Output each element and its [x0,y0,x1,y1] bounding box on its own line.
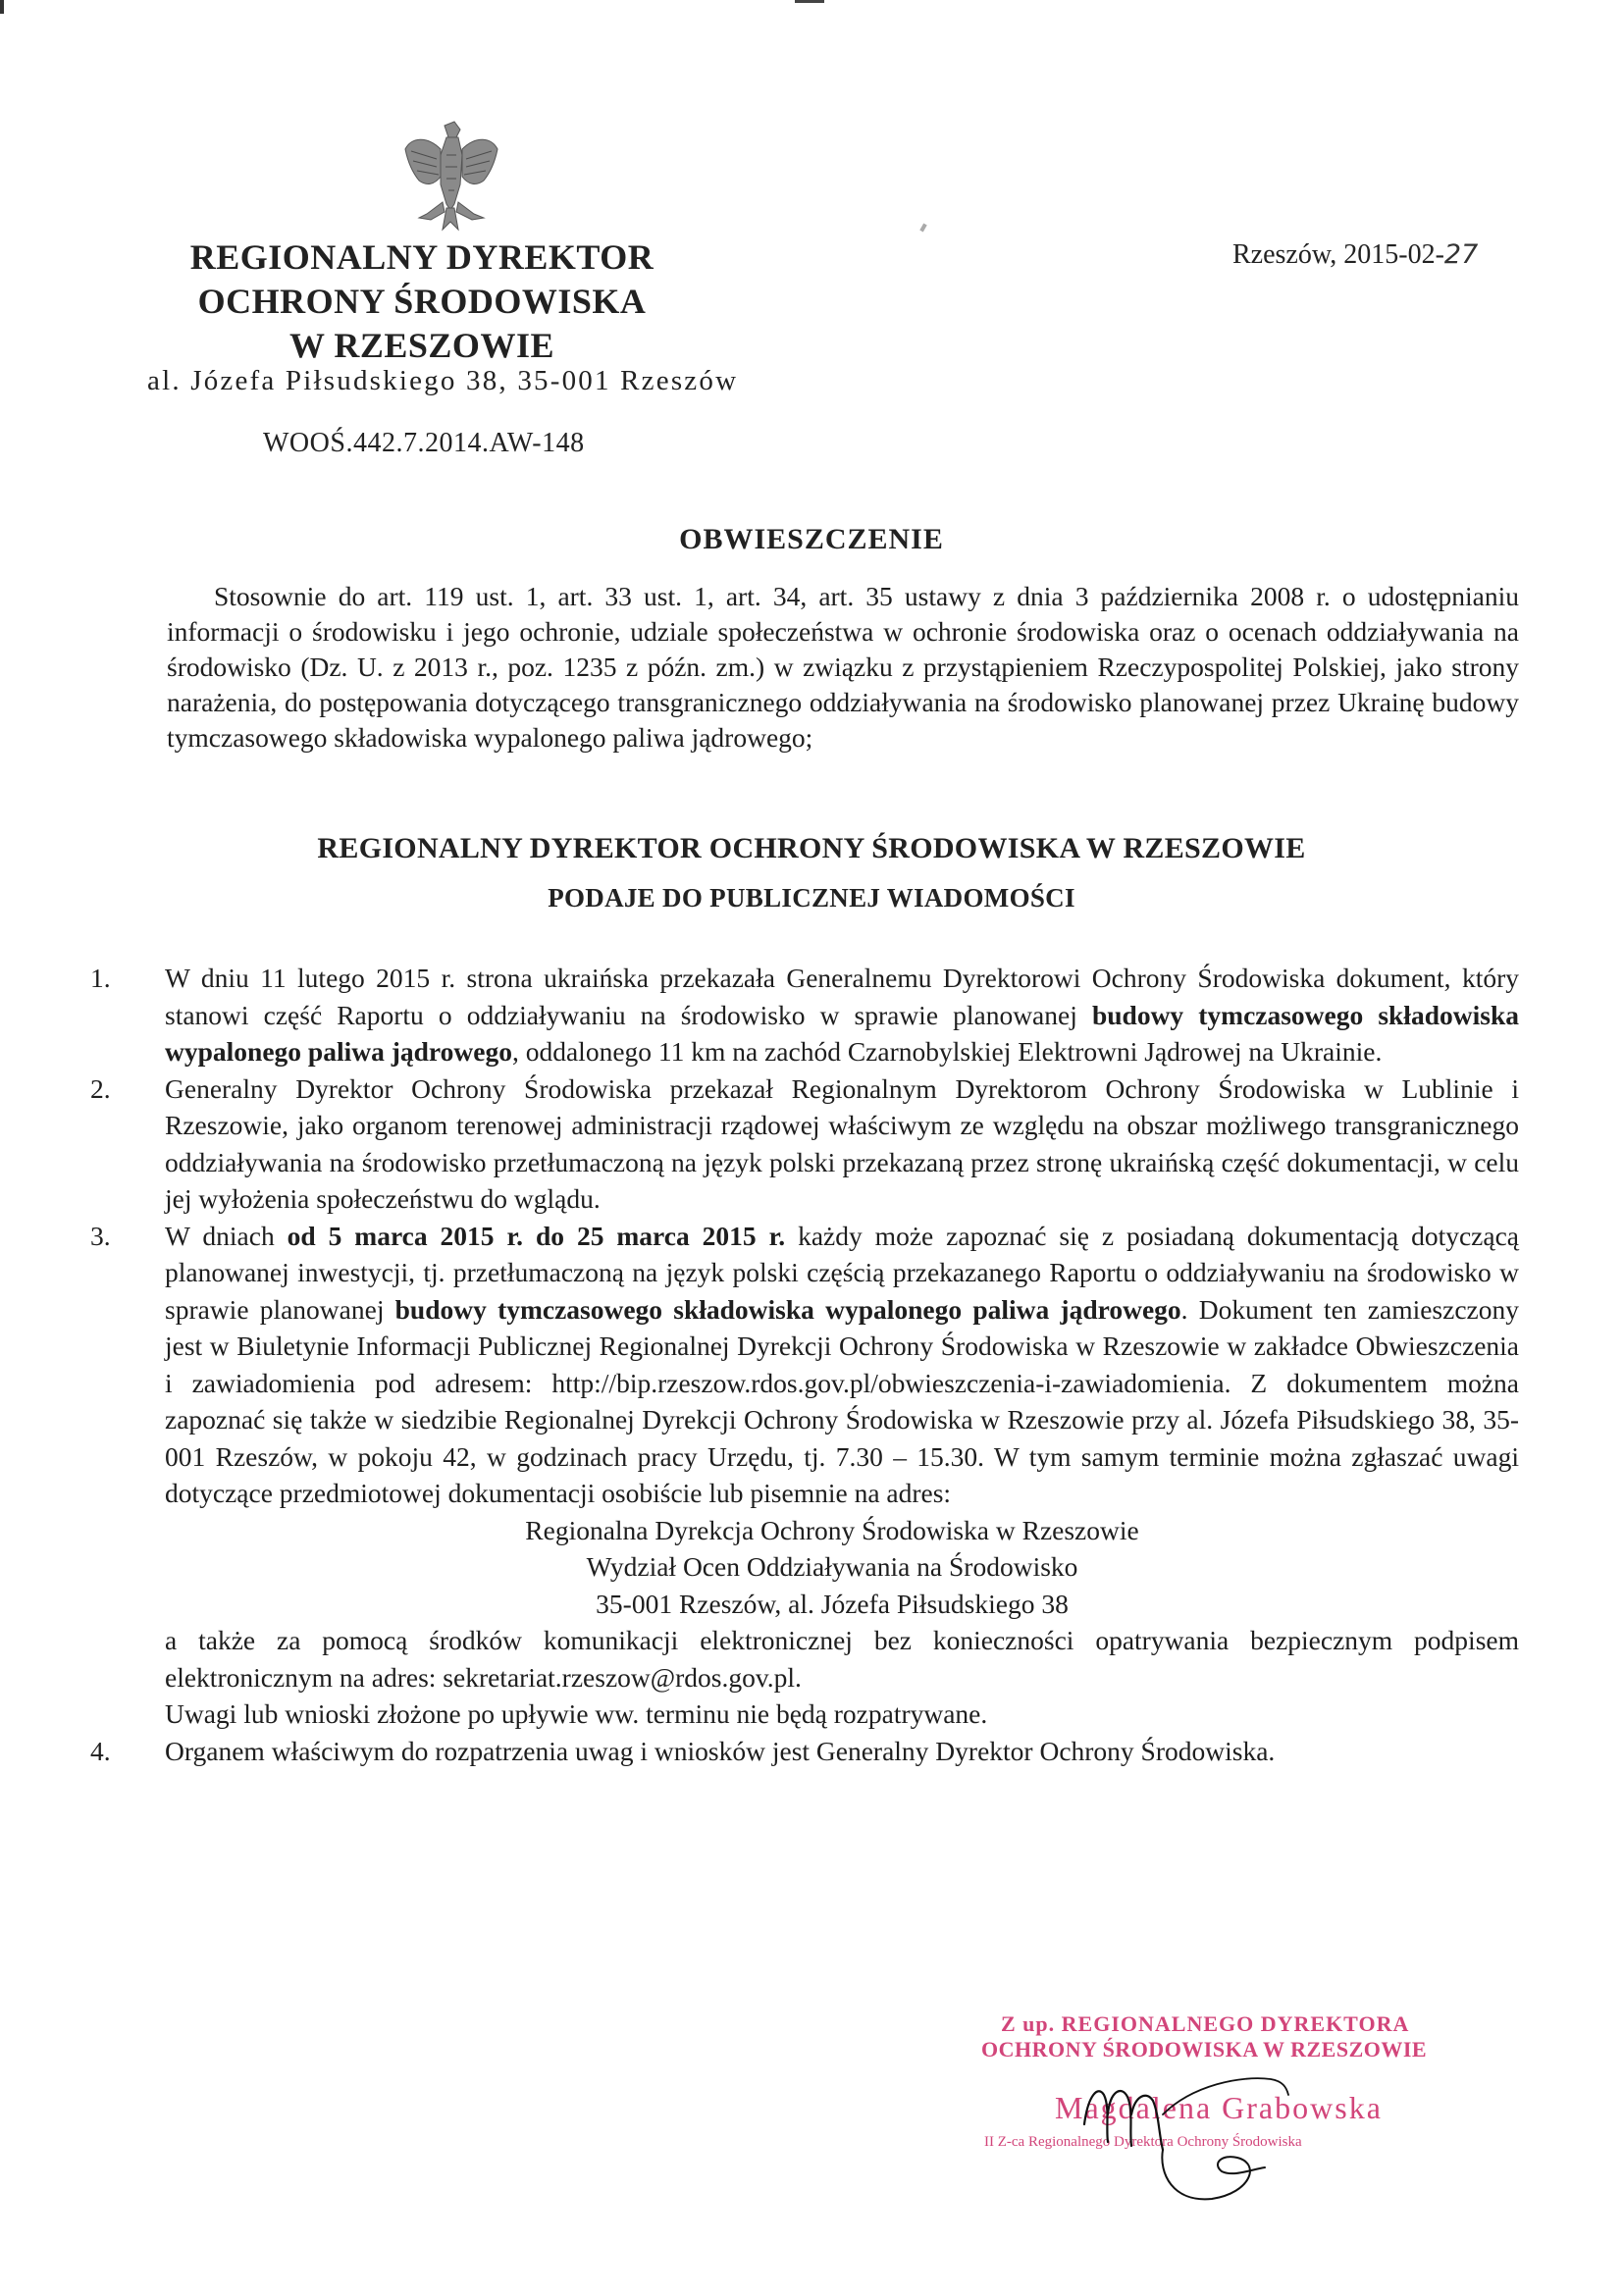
scan-artifact [919,224,926,233]
authority-name-line2: OCHRONY ŚRODOWISKA [197,282,647,321]
notice-items [90,960,1519,1769]
postal-address-line2: Wydział Ocen Oddziaływania na Środowisko [586,1551,1078,1582]
late-submission-note: Uwagi lub wnioski złożone po upływie ww. terminu nie będą rozpatrywane. [165,1698,988,1729]
item-text: każdy może zapoznać się z posiadaną dokumentacją dotyczącą planowanej inwestycji, tj. przetłumaczoną na język polski częścią przekazanego Raportu o oddziaływaniu na środowisko w sprawie planowanej [165,1220,1520,1325]
electronic-submission-text: a także za pomocą środków komunikacji elektronicznej bez konieczności opatrywania bezpiecznym podpisem elektronicznym na adres: sekretariat.rzeszow@rdos.gov.pl. [165,1625,1519,1693]
stamp-line1: Z up. REGIONALNEGO DYREKTORA [1001,2011,1410,2036]
authority-name-line1: REGIONALNY DYREKTOR [189,237,654,277]
authority-subheading: PODAJE DO PUBLICZNEJ WIADOMOŚCI [548,883,1075,913]
item-text: W dniu 11 lutego 2015 r. strona ukraińska przekazała Generalnemu Dyrektorowi Ochrony Środowiska dokument, który stanowi część Raportu o oddziaływaniu na środowisko w sprawie planowanej [165,963,1519,1030]
list-item-3 [90,1218,1519,1733]
list-item-1 [90,960,1519,1070]
item-number: 1. [90,963,111,993]
item-text: Organem właściwym do rozpatrzenia uwag i wniosków jest Generalny Dyrektor Ochrony Środowiska. [165,1735,1276,1766]
item-number: 3. [90,1220,111,1251]
stamp-line2: OCHRONY ŚRODOWISKA W RZESZOWIE [981,2037,1428,2061]
item-number: 2. [90,1072,111,1104]
reference-number: WOOŚ.442.7.2014.AW-148 [263,428,585,458]
item-bold-text: budowy tymczasowego składowiska wypalonego paliwa jądrowego [165,999,1519,1067]
eagle-emblem-icon [397,116,505,234]
list-item-4 [90,1733,1519,1770]
intro-paragraph [167,579,1519,756]
list-item-2 [90,1070,1519,1218]
item-text: Generalny Dyrektor Ochrony Środowiska przekazał Regionalnym Dyrektorom Ochrony Środowiska w Lublinie i Rzeszowie, jako organom terenowej administracji rządowej właściwym ze względu na obszar możliwego transgranicznego oddziaływania na środowisko przetłumaczoną na język polski przekazaną przez stronę ukraińską część dokumentacji, w celu jej wyłożenia społeczeństwu do wglądu. [165,1072,1519,1214]
postal-address-line1: Regionalna Dyrekcja Ochrony Środowiska w Rzeszowie [525,1514,1139,1545]
authority-name-line3: W RZESZOWIE [289,326,554,365]
intro-text: Stosownie do art. 119 ust. 1, art. 33 ust. 1, art. 34, art. 35 ustawy z dnia 3 października 2008 r. o udostępnianiu informacji o środowisku i jego ochronie, udziale społeczeństwa w ochronie środowiska oraz o ocenach oddziaływania na środowisko (Dz. U. z 2013 r., poz. 1235 z późn. zm.) w związku z przystąpieniem Rzeczypospolitej Polskiej, jako strony narażenia, do postępowania dotyczącego transgranicznego oddziaływania na środowisko planowanej przez Ukrainę budowy tymczasowego składowiska wypalonego paliwa jądrowego; [167,581,1519,753]
document-title: OBWIESZCZENIE [679,523,944,555]
item-bold-dates: od 5 marca 2015 r. do 25 marca 2015 r. [287,1220,786,1251]
item-bold-text: budowy tymczasowego składowiska wypalonego paliwa jądrowego [394,1293,1181,1325]
item-text: W dniach [165,1220,288,1251]
scan-artifact [0,0,4,14]
stamp-role: II Z-ca Regionalnego Dyrektora Ochrony Środowiska [984,2134,1302,2150]
authority-address: al. Józefa Piłsudskiego 38, 35-001 Rzeszów [147,365,739,396]
scan-artifact [795,0,824,3]
document-date [1232,239,1478,271]
handwritten-signature-icon [1065,2056,1320,2203]
item-text-with-url: . Dokument ten zamieszczony jest w Biuletynie Informacji Publicznej Regionalnej Dyrekcji Ochrony Środowiska w Rzeszowie w zakładce Obwieszczenia i zawiadomienia pod adresem: http://bip.rzeszow.rdos.gov.pl/obwieszczenia-i-zawiadomienia. Z dokumentem można zapoznać się także w siedzibie Regionalnej Dyrekcji Ochrony Środowiska w Rzeszowie przy al. Józefa Piłsudskiego 38, 35-001 Rzeszów, w pokoju 42, w godzinach pracy Urzędu, tj. 7.30 – 15.30. W tym samym terminie można zgłaszać uwagi dotyczące przedmiotowej dokumentacji osobiście lub pisemnie na adres: [165,1293,1519,1508]
date-printed: Rzeszów, 2015-02- [1232,239,1444,270]
date-handwritten: 27 [1443,239,1479,270]
item-number: 4. [90,1735,111,1766]
stamp-name: Magdalena Grabowska [1055,2090,1383,2125]
authority-heading: REGIONALNY DYREKTOR OCHRONY ŚRODOWISKA W RZESZOWIE [317,832,1306,864]
postal-address-line3: 35-001 Rzeszów, al. Józefa Piłsudskiego 38 [596,1588,1069,1619]
item-text: , oddalonego 11 km na zachód Czarnobylskiej Elektrowni Jądrowej na Ukrainie. [511,1036,1383,1067]
